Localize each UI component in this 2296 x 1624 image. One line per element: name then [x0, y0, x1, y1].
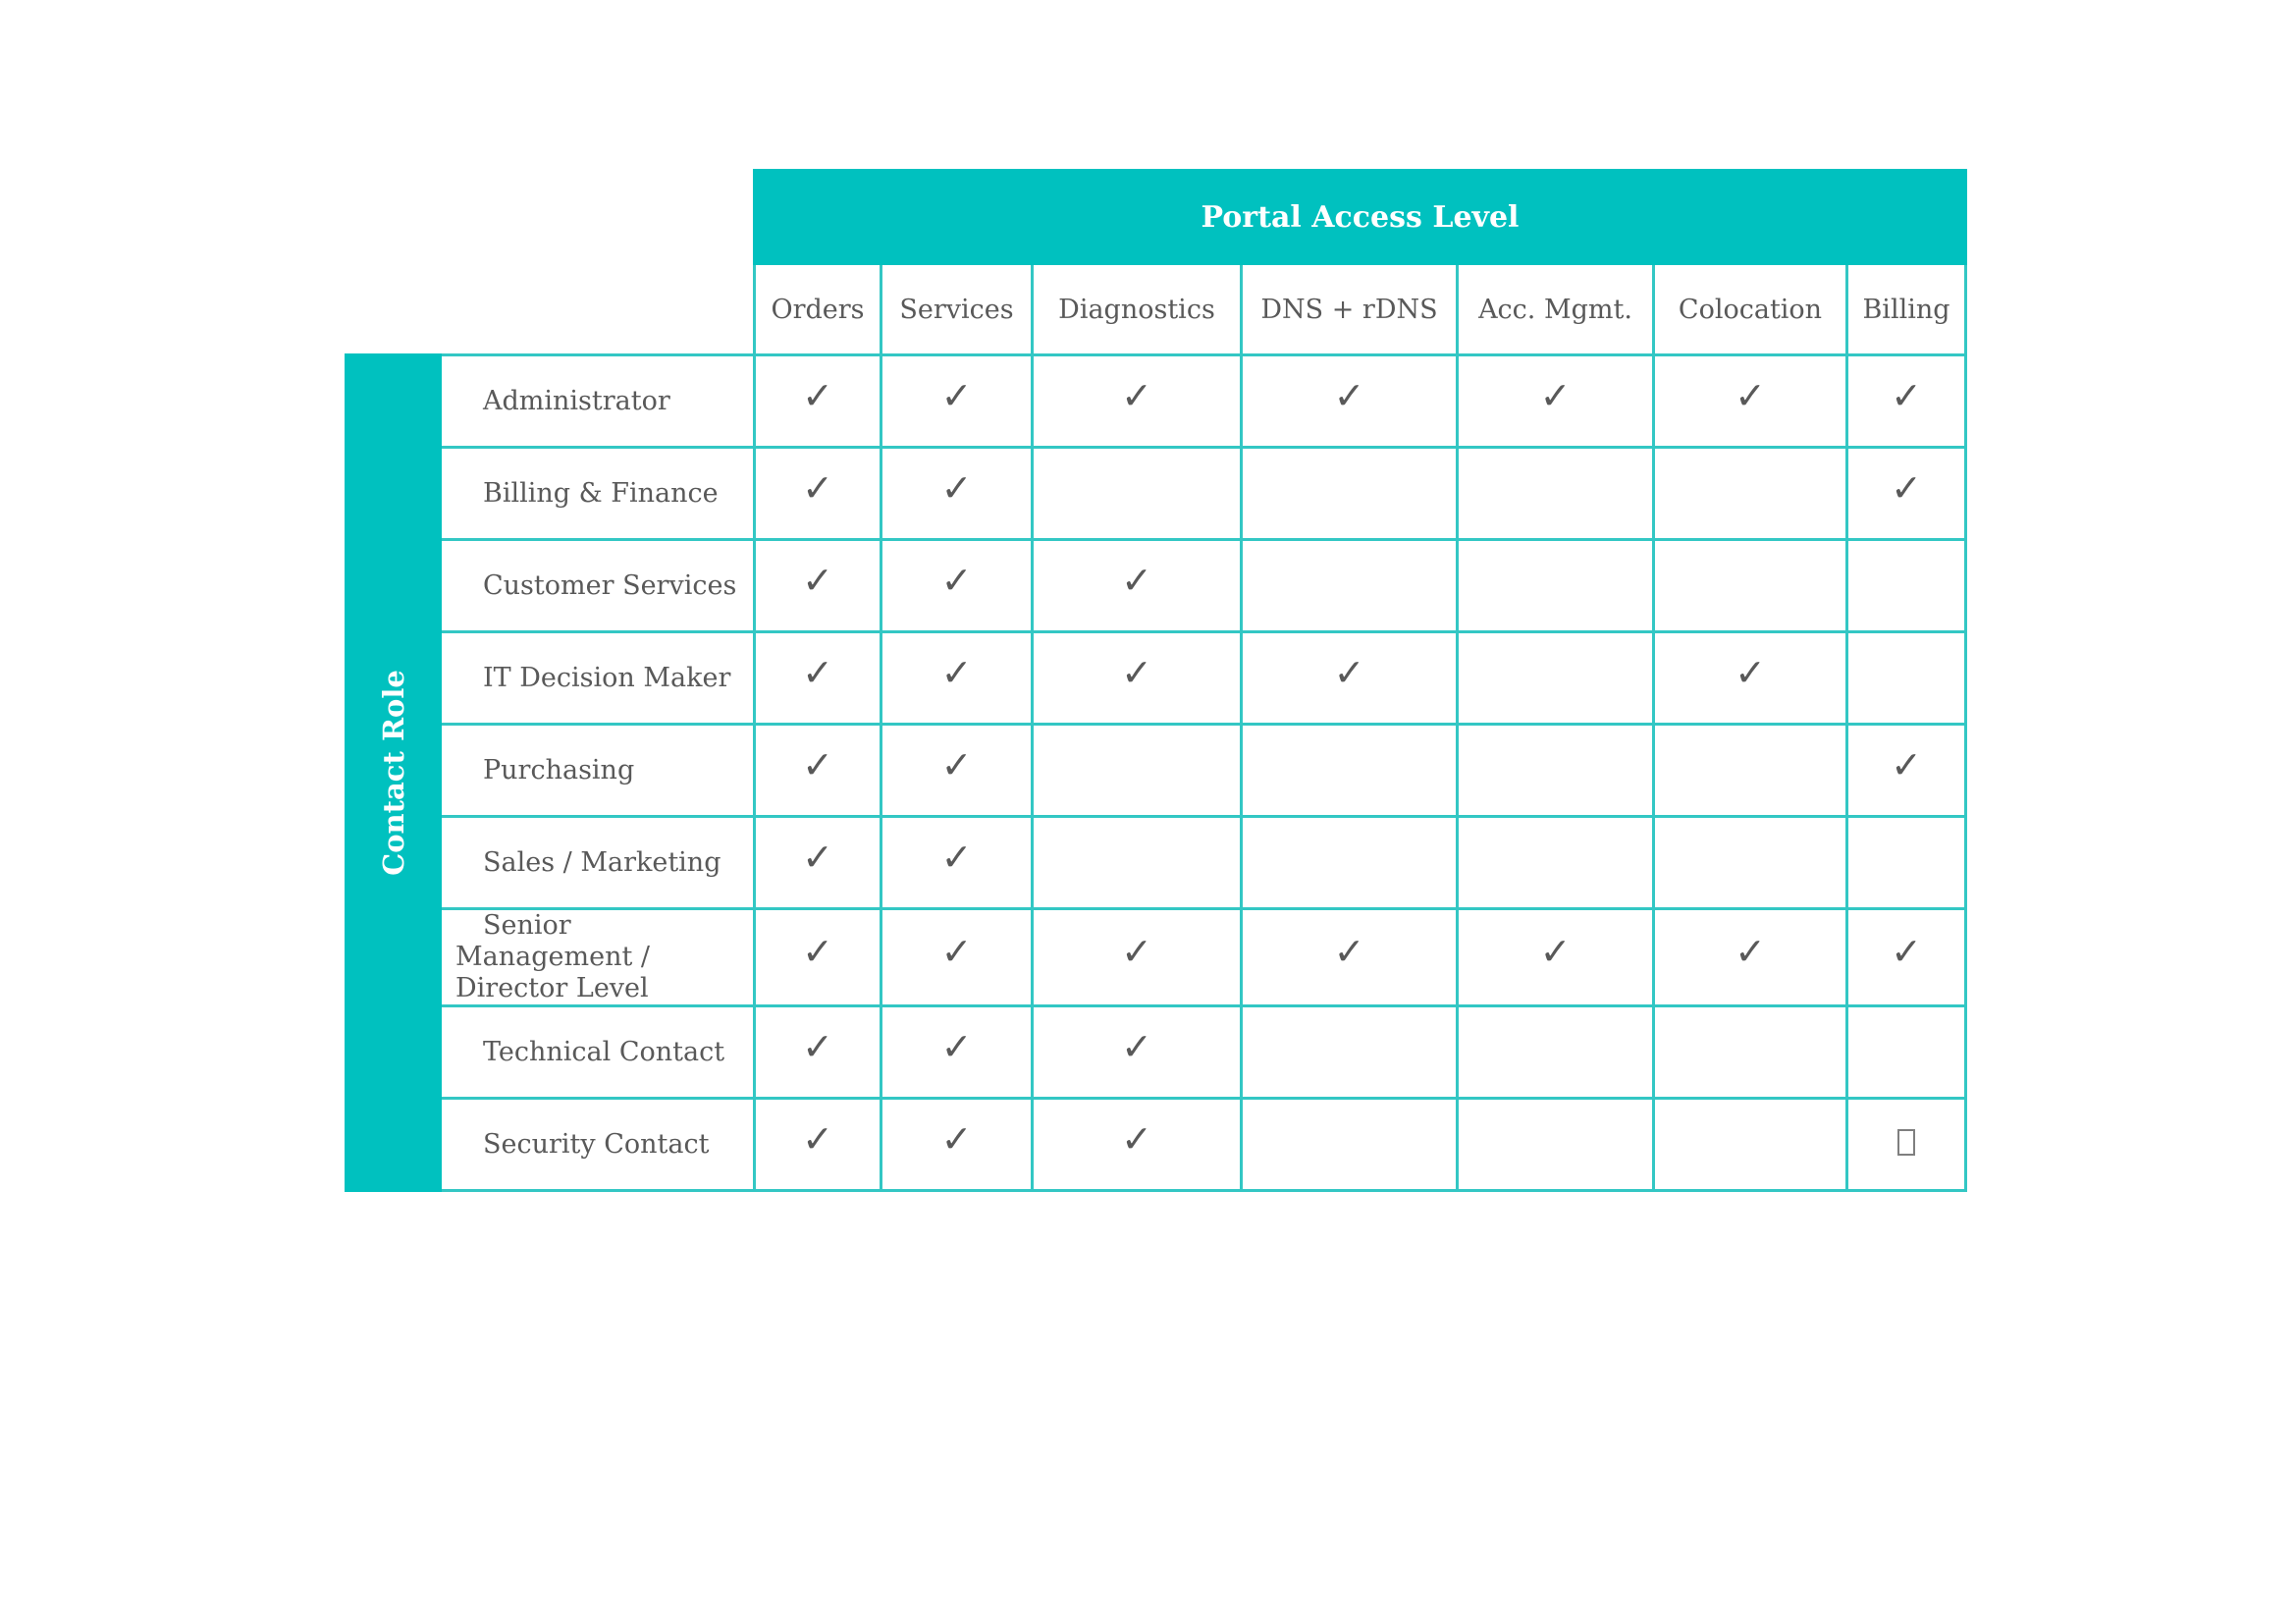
checkmark-icon: ✓: [940, 465, 973, 510]
access-cell: [1033, 1006, 1242, 1099]
row-label: Purchasing: [483, 754, 635, 785]
access-cell: [1654, 448, 1847, 540]
checkmark-icon: ✓: [1735, 930, 1766, 973]
access-cell: [1242, 909, 1458, 1006]
checkmark-icon: ✓: [940, 742, 973, 786]
access-cell: [1458, 909, 1654, 1006]
access-cell: [755, 448, 881, 540]
table-row: [347, 632, 1966, 725]
access-cell: [1458, 1099, 1654, 1191]
access-cell: [1847, 540, 1966, 632]
checkmark-icon: ✓: [940, 1116, 973, 1161]
row-label-cell: [441, 540, 755, 632]
access-cell: [1242, 1099, 1458, 1191]
checkmark-icon: ✓: [1333, 930, 1365, 973]
access-cell: [1242, 540, 1458, 632]
checkmark-icon: ✓: [1539, 373, 1572, 417]
access-cell: [881, 725, 1033, 817]
contact-role-header: [347, 355, 441, 1191]
access-cell: [1654, 1099, 1847, 1191]
access-cell: [1654, 1006, 1847, 1099]
access-cell: [1458, 725, 1654, 817]
checkmark-icon: ✓: [1891, 373, 1922, 417]
row-label-line-2: Director Level: [455, 973, 649, 1003]
access-cell: [1847, 725, 1966, 817]
access-matrix-table: [345, 169, 1967, 1192]
column-header-dns-rdns: DNS + rDNS: [1242, 264, 1458, 355]
row-label: Billing & Finance: [483, 477, 719, 509]
checkmark-icon: ✓: [1735, 373, 1766, 417]
access-cell: [1458, 632, 1654, 725]
checkmark-icon: ✓: [940, 835, 973, 879]
empty-checkbox-icon: [1897, 1129, 1915, 1156]
access-cell: [1654, 725, 1847, 817]
table-row: [347, 725, 1966, 817]
row-label: Administrator: [483, 385, 670, 416]
group-header-row: [347, 171, 1966, 264]
checkmark-icon: ✓: [940, 373, 973, 417]
checkmark-icon: ✓: [1891, 742, 1922, 786]
checkmark-icon: ✓: [802, 558, 833, 602]
checkmark-icon: ✓: [802, 373, 833, 417]
access-cell: [881, 448, 1033, 540]
access-cell: [1242, 355, 1458, 448]
table-row: [347, 1006, 1966, 1099]
access-cell: [1847, 1006, 1966, 1099]
row-label: Customer Services: [483, 569, 737, 601]
access-cell: [755, 909, 881, 1006]
checkmark-icon: ✓: [940, 558, 973, 602]
access-cell: [1033, 355, 1242, 448]
checkmark-icon: ✓: [1121, 373, 1152, 417]
access-cell: [1033, 1099, 1242, 1191]
row-label-cell: [441, 1099, 755, 1191]
matrix-body: [347, 171, 1966, 1191]
checkmark-icon: ✓: [802, 835, 833, 879]
access-cell: [1847, 448, 1966, 540]
column-header-row: [347, 264, 1966, 355]
access-cell: [1033, 909, 1242, 1006]
row-label: Sales / Marketing: [483, 846, 721, 878]
access-cell: [1033, 540, 1242, 632]
access-cell: [1847, 355, 1966, 448]
access-cell: [1242, 725, 1458, 817]
row-label: IT Decision Maker: [483, 662, 731, 693]
access-cell: [1033, 725, 1242, 817]
access-cell: [1458, 817, 1654, 909]
checkmark-icon: ✓: [802, 1024, 833, 1068]
checkmark-icon: ✓: [1333, 373, 1365, 417]
access-cell: [1242, 448, 1458, 540]
row-label-cell: [441, 909, 755, 1006]
table-row: [347, 1099, 1966, 1191]
access-cell: [881, 1006, 1033, 1099]
row-label-line-1: Senior Management /: [455, 910, 650, 972]
column-header-acc-mgmt: Acc. Mgmt.: [1458, 264, 1654, 355]
checkmark-icon: ✓: [940, 650, 973, 694]
checkmark-icon: ✓: [1891, 465, 1922, 510]
empty-corner-lower: [347, 264, 755, 355]
access-cell: [1033, 448, 1242, 540]
row-label: Technical Contact: [483, 1036, 725, 1067]
column-header-services: Services: [881, 264, 1033, 355]
access-cell: [1847, 632, 1966, 725]
access-cell: [755, 540, 881, 632]
row-label: Security Contact: [483, 1128, 710, 1160]
access-cell: [1847, 1099, 1966, 1191]
empty-corner: [347, 171, 755, 264]
access-cell: [1654, 540, 1847, 632]
checkmark-icon: ✓: [1539, 930, 1572, 973]
table-row: [347, 448, 1966, 540]
column-header-billing: Billing: [1847, 264, 1966, 355]
access-cell: [1847, 909, 1966, 1006]
access-cell: [1033, 817, 1242, 909]
portal-access-level-header: Portal Access Level: [755, 171, 1966, 264]
access-cell: [1458, 1006, 1654, 1099]
access-cell: [1654, 632, 1847, 725]
access-cell: [1458, 540, 1654, 632]
access-cell: [881, 632, 1033, 725]
row-label-cell: [441, 632, 755, 725]
checkmark-icon: ✓: [1333, 650, 1365, 694]
checkmark-icon: ✓: [1121, 930, 1152, 973]
access-cell: [1654, 909, 1847, 1006]
access-cell: [1458, 355, 1654, 448]
contact-role-label: Contact Role: [376, 670, 410, 876]
checkmark-icon: ✓: [1121, 1024, 1152, 1068]
column-header-orders: Orders: [755, 264, 881, 355]
table-row: [347, 355, 1966, 448]
checkmark-icon: ✓: [1891, 930, 1922, 973]
checkmark-icon: ✓: [802, 1116, 833, 1161]
checkmark-icon: ✓: [1121, 1116, 1152, 1161]
access-cell: [881, 540, 1033, 632]
access-cell: [755, 725, 881, 817]
checkmark-icon: ✓: [1735, 650, 1766, 694]
access-cell: [1847, 817, 1966, 909]
checkmark-icon: ✓: [940, 1024, 973, 1068]
access-cell: [755, 1099, 881, 1191]
access-cell: [755, 817, 881, 909]
access-cell: [755, 355, 881, 448]
table-row: [347, 817, 1966, 909]
column-header-diagnostics: Diagnostics: [1033, 264, 1242, 355]
checkmark-icon: ✓: [1121, 650, 1152, 694]
access-cell: [1654, 355, 1847, 448]
access-cell: [1242, 1006, 1458, 1099]
checkmark-icon: ✓: [802, 650, 833, 694]
access-cell: [1033, 632, 1242, 725]
table-row: [347, 909, 1966, 1006]
row-label-cell: [441, 448, 755, 540]
checkmark-icon: ✓: [940, 930, 973, 973]
access-cell: [1242, 817, 1458, 909]
access-cell: [1654, 817, 1847, 909]
row-label-cell: [441, 817, 755, 909]
access-cell: [881, 817, 1033, 909]
column-header-colocation: Colocation: [1654, 264, 1847, 355]
checkmark-icon: ✓: [1121, 558, 1152, 602]
access-cell: [755, 632, 881, 725]
access-cell: [881, 909, 1033, 1006]
row-label-cell: [441, 355, 755, 448]
checkmark-icon: ✓: [802, 742, 833, 786]
access-cell: [881, 355, 1033, 448]
row-label-cell: [441, 1006, 755, 1099]
checkmark-icon: ✓: [802, 930, 833, 973]
access-cell: [1458, 448, 1654, 540]
row-label-cell: [441, 725, 755, 817]
access-cell: [881, 1099, 1033, 1191]
access-cell: [1242, 632, 1458, 725]
table-row: [347, 540, 1966, 632]
access-cell: [755, 1006, 881, 1099]
checkmark-icon: ✓: [802, 465, 833, 510]
